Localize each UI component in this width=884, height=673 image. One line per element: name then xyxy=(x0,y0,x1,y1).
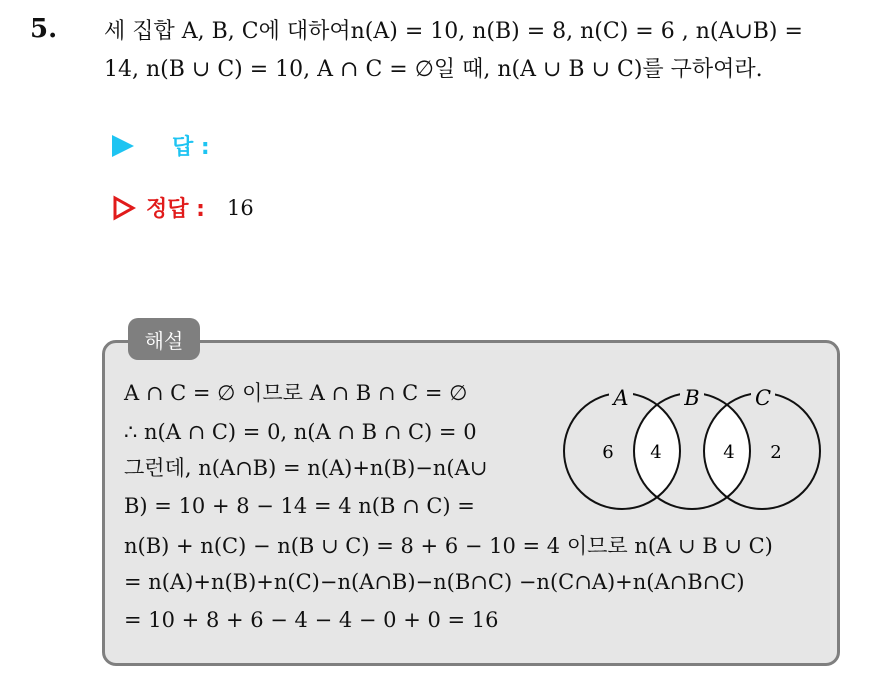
answer-label: 답 : xyxy=(172,135,210,160)
explanation-line: 그런데, n(A∩B) = n(A)+n(B)−n(A∪ xyxy=(124,456,488,480)
explanation-title-tab: 해설 xyxy=(128,318,200,360)
outline-arrow-icon xyxy=(112,195,136,221)
correct-answer-row xyxy=(112,192,254,223)
answer-row xyxy=(112,130,210,161)
explanation-line: A ∩ C = ∅ 이므로 A ∩ B ∩ C = ∅ xyxy=(124,381,468,405)
explanation-line: = 10 + 8 + 6 − 4 − 4 − 0 + 0 = 16 xyxy=(124,608,499,632)
explanation-line: B) = 10 + 8 − 14 = 4 n(B ∩ C) = xyxy=(124,494,475,518)
venn-diagram xyxy=(560,378,826,518)
venn-label-a: A xyxy=(613,386,629,410)
play-arrow-icon xyxy=(112,135,134,157)
question-text-line-1: 세 집합 A, B, C에 대하여n(A) = 10, n(B) = 8, n(C) = 6 , n(A∪B) = xyxy=(104,19,803,44)
venn-region-a-only: 6 xyxy=(602,442,614,463)
explanation-line: n(B) + n(C) − n(B ∪ C) = 8 + 6 − 10 = 4 이므로 n(A ∪ B ∪ C) xyxy=(124,534,773,558)
venn-label-b: B xyxy=(684,386,700,410)
venn-label-c: C xyxy=(754,386,772,410)
venn-region-bc: 4 xyxy=(723,442,735,463)
venn-region-c-only: 2 xyxy=(770,442,782,463)
venn-region-ab: 4 xyxy=(650,442,662,463)
correct-answer-label: 정답 : xyxy=(146,197,205,222)
correct-answer-value: 16 xyxy=(226,195,254,220)
question-number: 5. xyxy=(30,14,58,44)
question-text-line-2: 14, n(B ∪ C) = 10, A ∩ C = ∅일 때, n(A ∪ B ∪ C)를 구하여라. xyxy=(104,57,763,82)
explanation-line: = n(A)+n(B)+n(C)−n(A∩B)−n(B∩C) −n(C∩A)+n(A∩B∩C) xyxy=(124,570,745,594)
explanation-line: ∴ n(A ∩ C) = 0, n(A ∩ B ∩ C) = 0 xyxy=(124,420,477,444)
